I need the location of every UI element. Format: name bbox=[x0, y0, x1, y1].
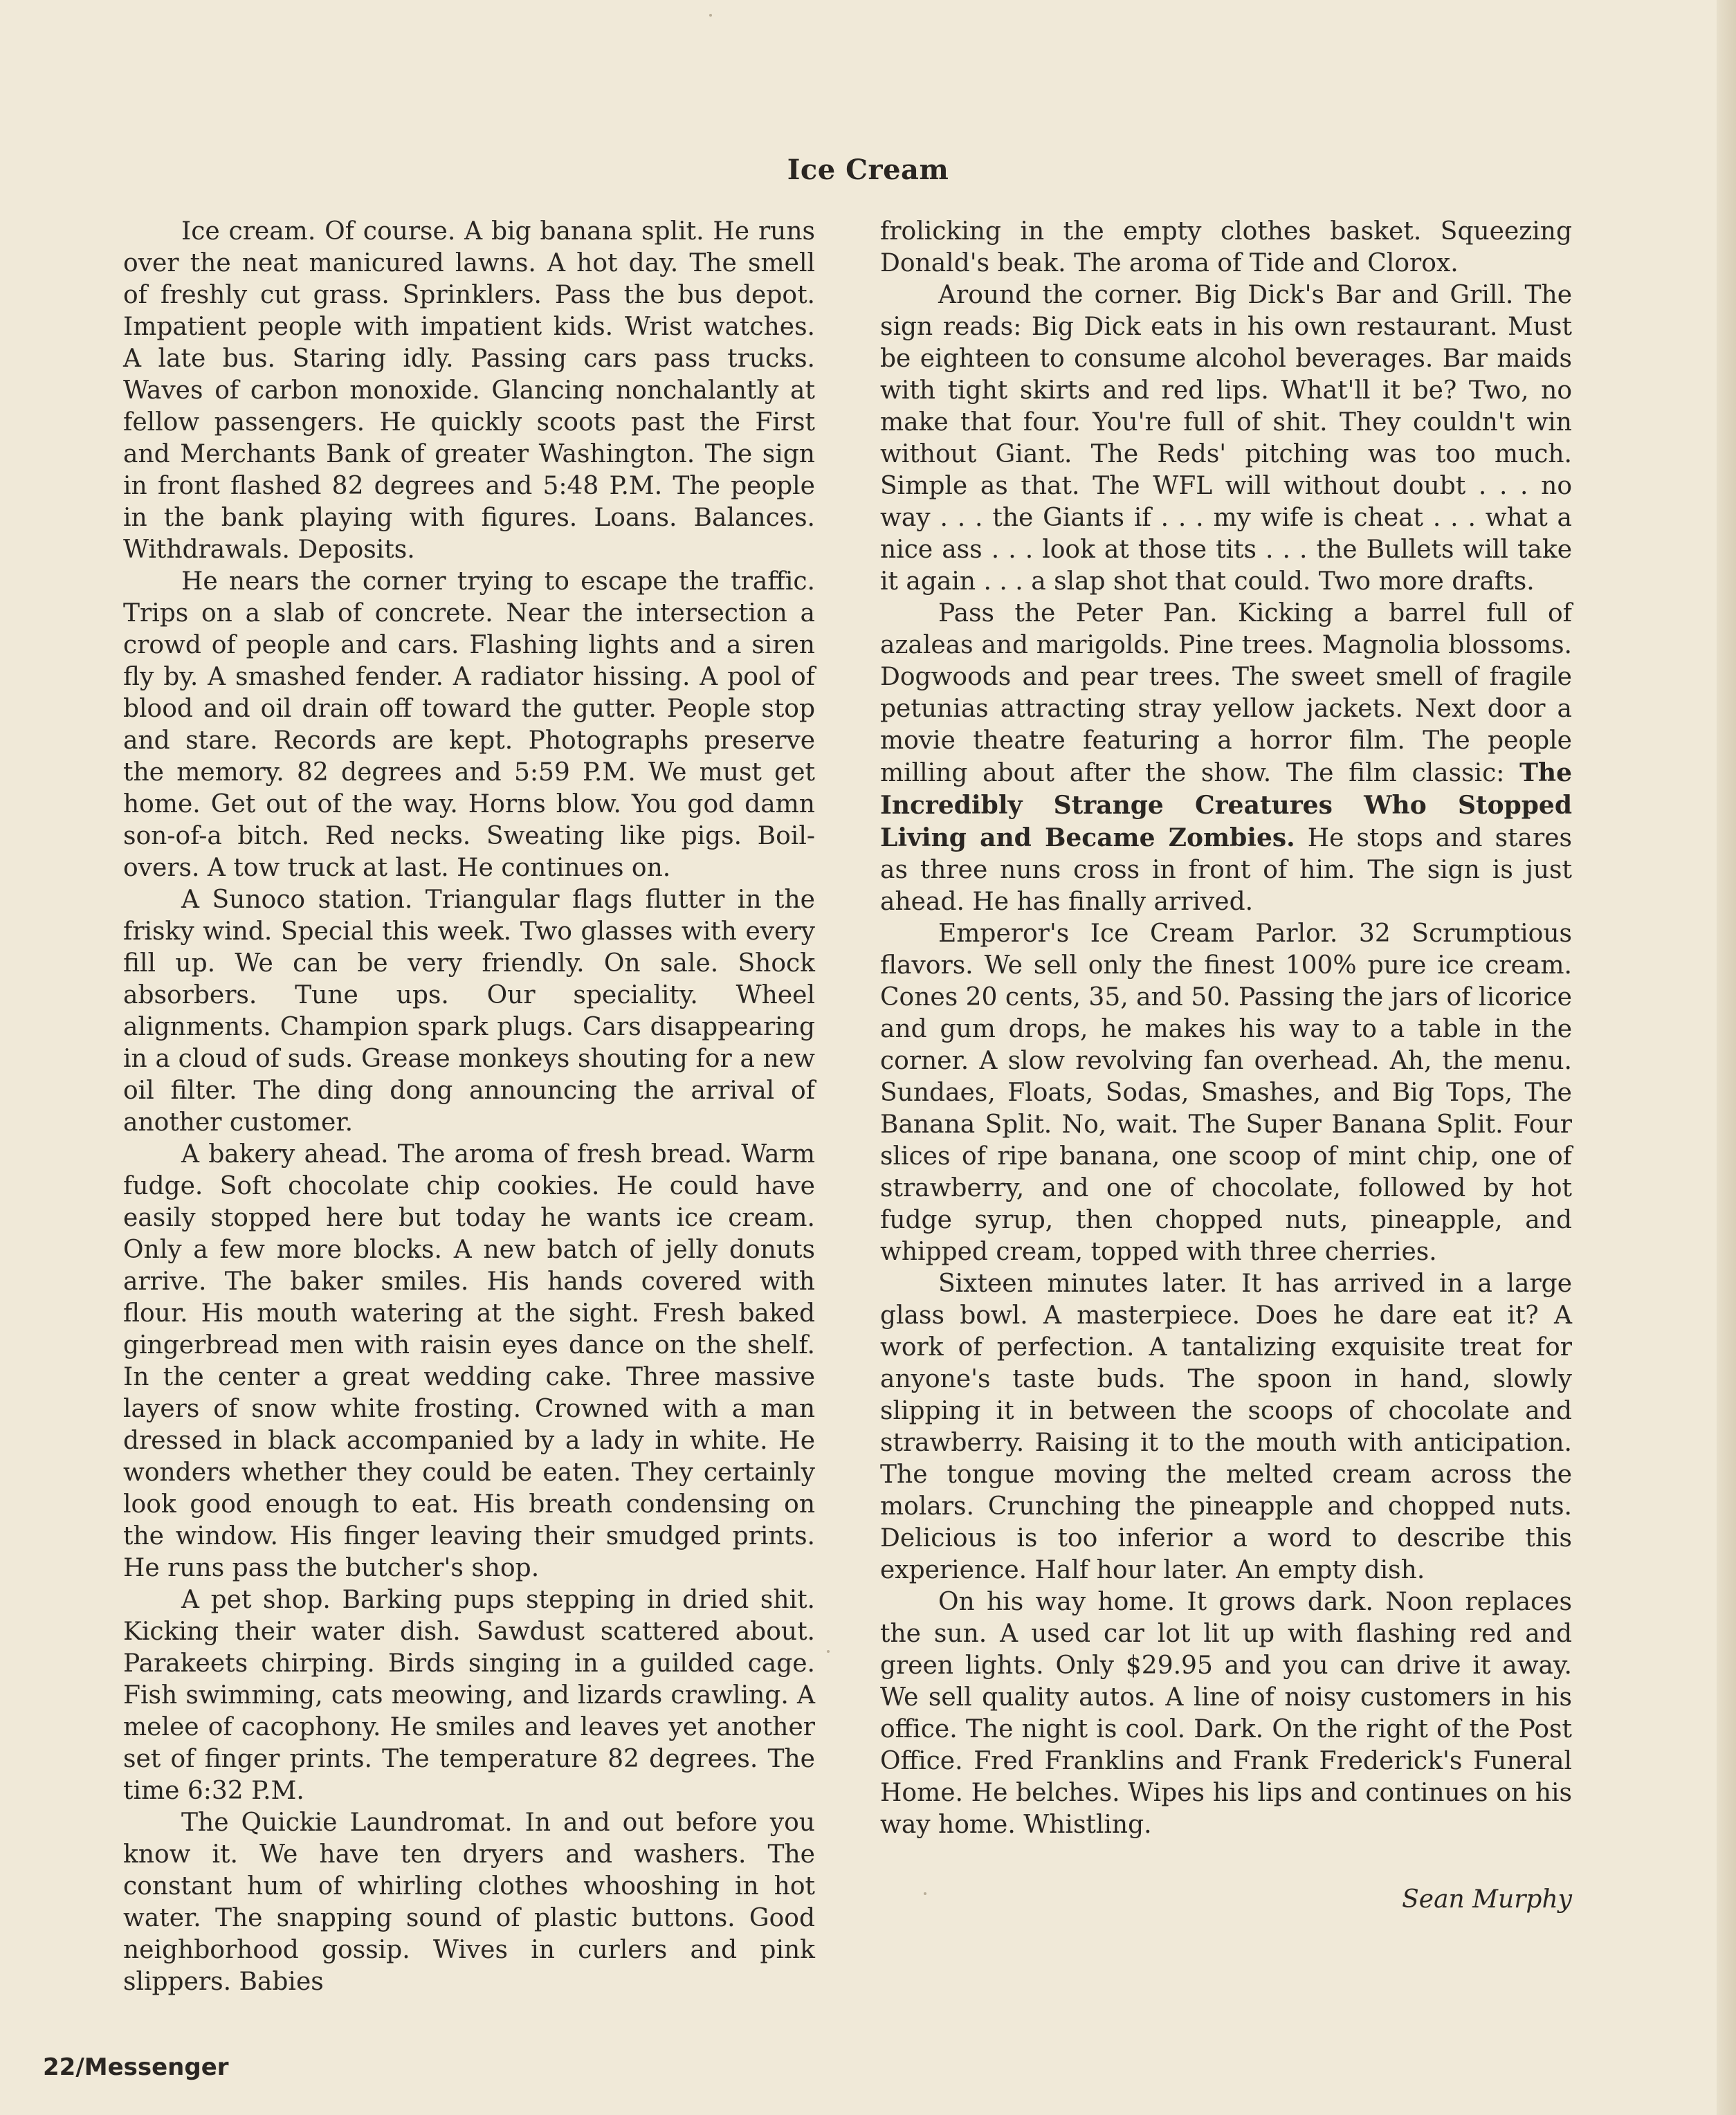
paragraph: A Sunoco station. Triangular flags flutter in the frisky wind. Special this week. Two glasses with every fill up. We can be very friendly. On sale. Shock absorbers. Tune ups. Our speciality. Wheel alignments. Champion spark plugs. Cars disappearing in a cloud of suds. Grease monkeys shouting for a new oil filter. The ding dong announcing the arrival of another customer. bbox=[123, 886, 815, 1137]
paper-speck bbox=[709, 14, 712, 17]
paragraph: Emperor's Ice Cream Parlor. 32 Scrumptious flavors. We sell only the finest 100% pure ice cream. Cones 20 cents, 35, and 50. Passing the jars of licorice and gum drops, he makes his way to a table in the corner. A slow revolving fan overhead. Ah, the menu. Sundaes, Floats, Sodas, Smashes, and Big Tops, The Banana Split. No, wait. The Super Banana Split. Four slices of ripe banana, one scoop of mint chip, one of strawberry, and one of chocolate, followed by hot fudge syrup, then chopped nuts, pineapple, and whipped cream, topped with three cherries. bbox=[880, 919, 1572, 1266]
paragraph: Ice cream. Of course. A big banana split. He runs over the neat manicured lawns. A hot day. The smell of freshly cut grass. Sprinklers. Pass the bus depot. Impatient people with impatient kids. Wrist watches. A late bus. Staring idly. Passing cars pass trucks. Waves of carbon monoxide. Glancing nonchalantly at fellow passengers. He quickly scoots past the First and Merchants Bank of greater Washington. The sign in front flashed 82 degrees and 5:48 P.M. The people in the bank playing with figures. Loans. Balances. Withdrawals. Deposits. bbox=[123, 217, 815, 564]
paragraph-text: He stops and stares as three nuns cross in front of him. The sign is just ahead. He has finally arrived. bbox=[880, 824, 1572, 916]
paragraph: A pet shop. Barking pups stepping in dried shit. Kicking their water dish. Sawdust scattered about. Parakeets chirping. Birds singing in a guilded cage. Fish swimming, cats meowing, and lizards crawling. A melee of cacophony. He smiles and leaves yet another set of finger prints. The temperature 82 degrees. The time 6:32 P.M. bbox=[123, 1586, 815, 1805]
paragraph: He nears the corner trying to escape the traffic. Trips on a slab of concrete. Near the intersection a crowd of people and cars. Flashing lights and a siren fly by. A smashed fender. A radiator hissing. A pool of blood and oil drain off toward the gutter. People stop and stare. Records are kept. Photographs preserve the memory. 82 degrees and 5:59 P.M. We must get home. Get out of the way. Horns blow. You god damn son-of-a bitch. Red necks. Sweating like pigs. Boil-overs. A tow truck at last. He continues on. bbox=[123, 567, 815, 882]
author-byline: Sean Murphy bbox=[1402, 1885, 1572, 1914]
right-column bbox=[880, 216, 1572, 1841]
paragraph bbox=[880, 598, 1572, 918]
paragraph-text: Pass the Peter Pan. Kicking a barrel full of azaleas and marigolds. Pine trees. Magnolia blossoms. Dogwoods and pear trees. The sweet smell of fragile petunias attracting stray yellow jackets. Next door a movie theatre featuring a horror film. The people milling about after the show. The film classic: bbox=[880, 599, 1572, 787]
page-edge bbox=[1717, 0, 1736, 2115]
paper-speck bbox=[924, 1892, 926, 1895]
paper-speck bbox=[827, 1650, 830, 1653]
left-column bbox=[123, 216, 815, 1998]
page-footer: 22/Messenger bbox=[43, 2053, 229, 2081]
paragraph-continued: frolicking in the empty clothes basket. Squeezing Donald's beak. The aroma of Tide and Clorox. bbox=[880, 217, 1572, 277]
paragraph: On his way home. It grows dark. Noon replaces the sun. A used car lot lit up with flashing red and green lights. Only $29.95 and you can drive it away. We sell quality autos. A line of noisy customers in his office. The night is cool. Dark. On the right of the Post Office. Fred Franklins and Frank Frederick's Funeral Home. He belches. Wipes his lips and continues on his way home. Whistling. bbox=[880, 1588, 1572, 1839]
paragraph: The Quickie Laundromat. In and out before you know it. We have ten dryers and washers. The constant hum of whirling clothes whooshing in hot water. The snapping sound of plastic buttons. Good neighborhood gossip. Wives in curlers and pink slippers. Babies bbox=[123, 1809, 815, 1996]
paragraph: Around the corner. Big Dick's Bar and Grill. The sign reads: Big Dick eats in his own restaurant. Must be eighteen to consume alcohol beverages. Bar maids with tight skirts and red lips. What'll it be? Two, no make that four. You're full of shit. They couldn't win without Giant. The Reds' pitching was too much. Simple as that. The WFL will without doubt . . . no way . . . the Giants if . . . my wife is cheat . . . what a nice ass . . . look at those tits . . . the Bullets will take it again . . . a slap shot that could. Two more drafts. bbox=[880, 281, 1572, 596]
paragraph: Sixteen minutes later. It has arrived in a large glass bowl. A masterpiece. Does he dare eat it? A work of perfection. A tantalizing exquisite treat for anyone's taste buds. The spoon in hand, slowly slipping it in between the scoops of chocolate and strawberry. Raising it to the mouth with anticipation. The tongue moving the melted cream across the molars. Crunching the pineapple and chopped nuts. Delicious is too inferior a word to describe this experience. Half hour later. An empty dish. bbox=[880, 1270, 1572, 1584]
article-title: Ice Cream bbox=[787, 154, 949, 186]
paragraph: A bakery ahead. The aroma of fresh bread. Warm fudge. Soft chocolate chip cookies. He could have easily stopped here but today he wants ice cream. Only a few more blocks. A new batch of jelly donuts arrive. The baker smiles. His hands covered with flour. His mouth watering at the sight. Fresh baked gingerbread men with raisin eyes dance on the shelf. In the center a great wedding cake. Three massive layers of snow white frosting. Crowned with a man dressed in black accompanied by a lady in white. He wonders whether they could be eaten. They certainly look good enough to eat. His breath condensing on the window. His finger leaving their smudged prints. He runs pass the butcher's shop. bbox=[123, 1140, 815, 1582]
film-title: The Incredibly Strange Creatures Who Stopped Living and Became Zombies. bbox=[880, 758, 1572, 852]
